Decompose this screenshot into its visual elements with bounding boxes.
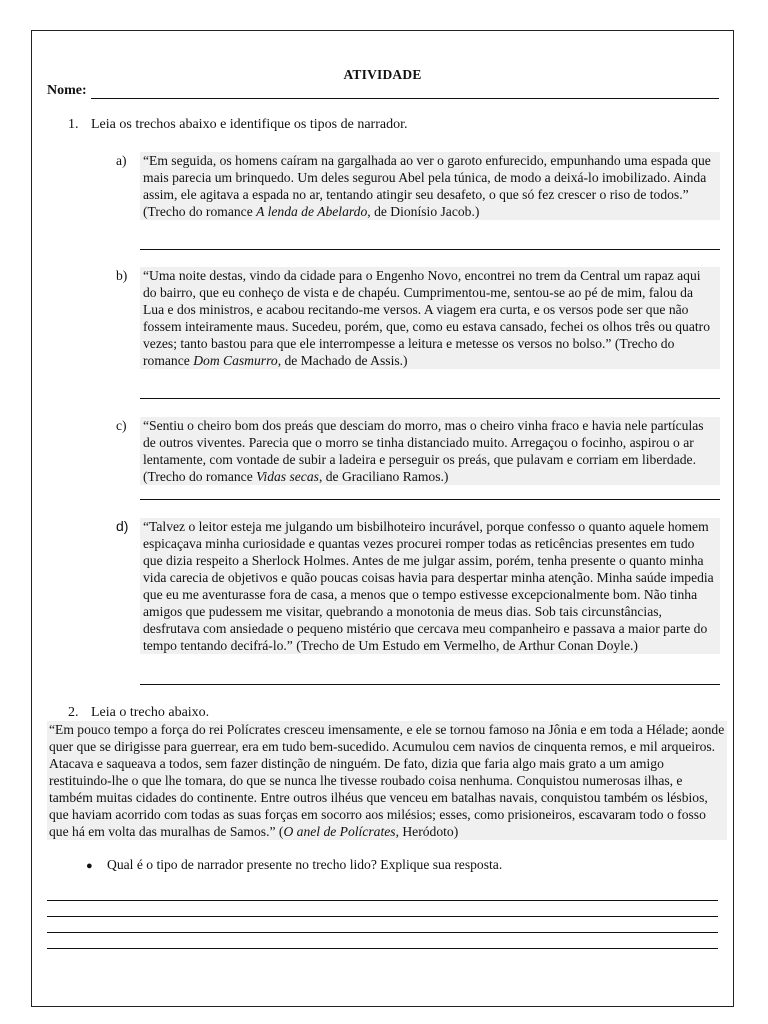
answer-line[interactable] [47,932,718,933]
excerpt-a-text [140,152,720,220]
excerpt-a [116,152,720,252]
excerpt-b-letter: b) [116,268,128,283]
excerpt-a-work: A lenda de Abelardo [256,204,368,219]
excerpt-d-letter: d) [116,518,129,534]
excerpt-d [116,518,720,688]
question-2-passage [47,721,727,840]
passage-author: , Heródoto) [395,824,459,839]
excerpt-b-work: Dom Casmurro [193,353,278,368]
excerpt-b-text [140,267,720,369]
bullet-text: Qual é o tipo de narrador presente no trecho lido? Explique sua resposta. [107,857,503,872]
question-1-number: 1. [68,117,79,132]
excerpt-a-body: “Em seguida, os homens caíram na gargalhada ao ver o garoto enfurecido, empunhando uma espada que mais parecia um brinquedo. Um deles segurou Abel pela túnica, de modo a deixá-lo imobilizado. Ainda assim, ele agitava a espada no ar, tentando atingir seu desafeto, o que só fez crescer o riso de todos.” (Trecho do romance [143,153,711,219]
passage-work: O anel de Polícrates [283,824,396,839]
question-1-text: Leia os trechos abaixo e identifique os tipos de narrador. [91,117,408,132]
answer-line[interactable] [47,900,718,901]
excerpt-d-text [140,518,720,654]
question-2-bullet [86,857,502,873]
name-field[interactable] [47,83,719,99]
question-2-text: Leia o trecho abaixo. [91,705,210,720]
excerpt-a-answer-line[interactable] [140,249,720,250]
excerpt-c-letter: c) [116,418,127,433]
excerpt-a-author: , de Dionísio Jacob.) [367,204,480,219]
excerpt-c-text [140,417,720,485]
excerpt-c-author: , de Graciliano Ramos.) [318,469,449,484]
worksheet-page [31,30,734,1007]
excerpt-b-body: “Uma noite destas, vindo da cidade para o Engenho Novo, encontrei no trem da Central um rapaz aqui do bairro, que eu conheço de vista e de chapéu. Cumprimentou-me, sentou-se ao pé de mim, falou da Lua e dos ministros, e acabou recitando-me versos. A viagem era curta, e os versos pode ser que não fossem inteiramente maus. Sucedeu, porém, que, como eu estava cansado, fechei os olhos três ou quatro vezes; tanto bastou para que ele interrompesse a leitura e metesse os versos no bolso.” (Trecho do romance [143,268,710,368]
passage-body: “Em pouco tempo a força do rei Polícrates cresceu imensamente, e ele se tornou famoso na Jônia e em toda a Hélade; aonde quer que se dirigisse para guerrear, era em tudo bem-sucedido. Acumulou cem navios de cinquenta remos, e mil arqueiros. Atacava e saqueava a todos, sem fazer distinção de ninguém. De fato, dizia que faria algo mais grato a um amigo restituindo-lhe o que lhe tomara, do que se nunca lhe tivesse roubado coisa nenhuma. Conquistou numerosas ilhas, e também muitas cidades do continente. Entre outros ilhéus que venceu em batalhas navais, conquistou também os lésbios, que haviam acorrido com todas as suas forças em socorro aos milésios; esses, como prisioneiros, escavaram todo o fosso que há em volta das muralhas de Samos.” ( [49,722,725,839]
excerpt-c-answer-line[interactable] [140,499,720,500]
question-2-prompt [68,705,209,721]
name-label: Nome: [47,83,87,98]
bullet-icon: ● [86,860,93,872]
question-1-prompt [68,117,407,133]
excerpt-d-answer-line[interactable] [140,684,720,685]
question-2-number: 2. [68,705,79,720]
excerpt-b-answer-line[interactable] [140,398,720,399]
excerpt-c-body: “Sentiu o cheiro bom dos preás que desciam do morro, mas o cheiro vinha fraco e havia nele partículas de outros viventes. Parecia que o morro se tinha distanciado muito. Arregaçou o focinho, aspirou o ar lentamente, com vontade de subir a ladeira e perseguir os preás, que pulavam e corriam em liberdade. (Trecho do romance [143,418,704,484]
page-title: ATIVIDADE [343,67,422,82]
name-answer-line[interactable] [91,98,719,99]
excerpt-b [116,267,720,404]
excerpt-a-letter: a) [116,153,127,168]
excerpt-c-work: Vidas secas [256,469,319,484]
excerpt-b-author: , de Machado de Assis.) [277,353,408,368]
excerpt-d-body: “Talvez o leitor esteja me julgando um bisbilhoteiro incurável, porque confesso o quanto aquele homem espicaçava minha curiosidade e quantas vezes procurei romper todas as reticências presentes em tudo que dizia respeito a Sherlock Holmes. Antes de me julgar assim, porém, tenha presente o quanto minha vida carecia de objetivos e quão poucas coisas havia para despertar minha atenção. Minha saúde impedia que eu me aventurasse fora de casa, a menos que o tempo estivesse excepcionalmente bom. Não tinha amigos que pudessem me visitar, quebrando a monotonia de meus dias. Sob tais circunstâncias, desfrutava com ansiedade o pequeno mistério que cercava meu companheiro e passava a maior parte do tempo tentando decifrá-lo.” (Trecho de Um Estudo em Vermelho, de Arthur Conan Doyle.) [143,519,714,653]
answer-line[interactable] [47,948,718,949]
answer-line[interactable] [47,916,718,917]
excerpt-c [116,417,720,503]
